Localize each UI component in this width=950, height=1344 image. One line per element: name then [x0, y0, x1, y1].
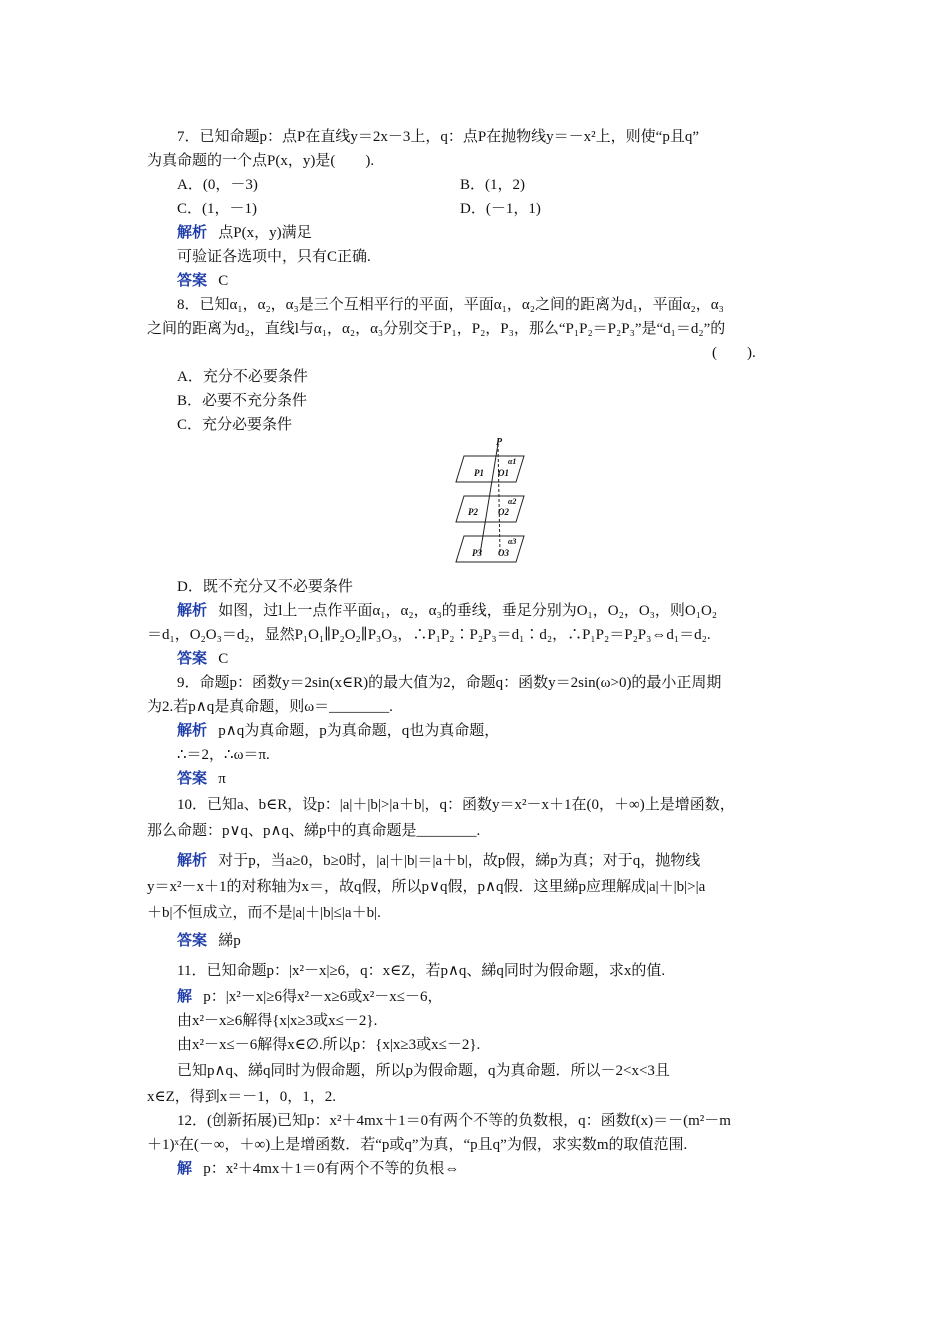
- q8-option-b: B．必要不充分条件: [177, 393, 308, 409]
- q9-answer-value: π: [218, 771, 226, 787]
- q9-analysis-line-2: ∴＝2，∴ω＝π.: [177, 747, 270, 763]
- q11-solution-text: p：|x²－x|≥6得x²－x≥6或x²－x≤－6，: [203, 989, 443, 1005]
- q8-line-2: 之间的距离为d₂，直线l与α₁，α₂，α₃分别交于P₁，P₂，P₃，那么“P₁P₂＝P₂P₃”是“d₁＝d₂”的: [147, 321, 726, 337]
- fig-label-p3: P3: [472, 548, 482, 558]
- analysis-label: 解析: [177, 853, 208, 869]
- analysis-label: 解析: [177, 603, 208, 619]
- q10-analysis-line-3: ＋b|不恒成立，而不是|a|＋|b|≤|a＋b|.: [147, 905, 381, 921]
- q11-solution-line-5: x∈Z，得到x＝－1，0，1，2.: [147, 1089, 337, 1105]
- q11-solution-line-2: 由x²－x≥6解得{x|x≥3或x≤－2}.: [177, 1013, 378, 1029]
- q7-analysis-text: 点P(x，y)满足: [218, 225, 312, 241]
- q7-analysis: [177, 223, 312, 243]
- q7-option-c: C．(1，－1): [177, 201, 257, 217]
- answer-label: 答案: [177, 771, 208, 787]
- fig-label-alpha3: α3: [508, 537, 517, 546]
- parallel-planes-figure: [452, 436, 532, 566]
- q8-option-c: C．充分必要条件: [177, 417, 293, 433]
- q7-verify: 可验证各选项中，只有C正确.: [177, 249, 371, 265]
- q8-line-1: 8．已知α₁，α₂，α₃是三个互相平行的平面，平面α₁，α₂之间的距离为d₁，平面α₂，α₃: [177, 297, 724, 313]
- q10-line-1: 10．已知a、b∈R，设p：|a|＋|b|>|a＋b|，q：函数y＝x²－x＋1在(0，＋∞)上是增函数，: [177, 797, 735, 813]
- fig-label-o3: O3: [498, 548, 509, 558]
- q9-line-2: 为2.若p∧q是真命题，则ω＝________.: [147, 699, 393, 715]
- q7-line-2: 为真命题的一个点P(x，y)是( ).: [147, 153, 375, 169]
- q8-bracket: ( ).: [712, 345, 756, 361]
- q12-solution-text: p：x²＋4mx＋1＝0有两个不等的负根⇔: [203, 1161, 460, 1177]
- q10-answer-value: 綈p: [218, 933, 241, 949]
- q8-option-a: A．充分不必要条件: [177, 369, 308, 385]
- q11-solution-line-4: 已知p∧q、綈q同时为假命题，所以p为假命题，q为真命题．所以－2<x<3且: [177, 1063, 670, 1079]
- q11-line-1: 11．已知命题p：|x²－x|≥6，q：x∈Z，若p∧q、綈q同时为假命题，求x的值.: [177, 963, 666, 979]
- q8-analysis-text: 如图，过l上一点作平面α₁，α₂，α₃的垂线，垂足分别为O₁，O₂，O₃，则O₁O₂: [218, 603, 718, 619]
- q8-answer: [177, 649, 228, 669]
- q12-solution: [177, 1159, 459, 1179]
- q11-solution: [177, 987, 442, 1007]
- q8-analysis: [177, 601, 717, 621]
- q9-analysis-text: p∧q为真命题，p为真命题，q也为真命题，: [218, 723, 500, 739]
- fig-label-p1: P1: [474, 468, 484, 478]
- answer-label: 答案: [177, 651, 208, 667]
- q8-option-d: D．既不充分又不必要条件: [177, 579, 353, 595]
- q12-line-2: ＋1)ˣ在(－∞，＋∞)上是增函数．若“p或q”为真，“p且q”为假，求实数m的取值范围.: [147, 1137, 688, 1153]
- analysis-label: 解析: [177, 225, 208, 241]
- q7-option-b: B．(1，2): [460, 177, 525, 193]
- q9-answer: [177, 769, 226, 789]
- q11-solution-line-3: 由x²－x≤－6解得x∈∅.所以p：{x|x≥3或x≤－2}.: [177, 1037, 481, 1053]
- analysis-label: 解析: [177, 723, 208, 739]
- q7-option-a: A．(0，－3): [177, 177, 258, 193]
- q10-line-2: 那么命题：p∨q、p∧q、綈p中的真命题是________.: [147, 823, 481, 839]
- fig-label-p2: P2: [468, 507, 478, 517]
- fig-label-alpha2: α2: [508, 497, 517, 506]
- q10-analysis-text: 对于p，当a≥0，b≥0时，|a|＋|b|＝|a＋b|，故p假，綈p为真；对于q，抛物线: [218, 853, 701, 869]
- fig-label-p: P: [496, 437, 503, 448]
- q7-answer: [177, 271, 228, 291]
- q10-analysis: [177, 851, 700, 871]
- q8-answer-value: C: [218, 651, 229, 667]
- fig-label-o2: O2: [498, 507, 509, 517]
- q7-option-d: D．(－1，1): [460, 201, 541, 217]
- q7-answer-value: C: [218, 273, 229, 289]
- q10-analysis-line-2: y＝x²－x＋1的对称轴为x＝，故q假，所以p∨q假，p∧q假．这里綈p应理解成|a|＋|b|>|a: [147, 879, 706, 895]
- q8-analysis-line-2: ＝d₁，O₂O₃＝d₂，显然P₁O₁∥P₂O₂∥P₃O₃，∴P₁P₂∶P₂P₃＝d₁∶d₂，∴P₁P₂＝P₂P₃⇔d₁＝d₂.: [147, 627, 711, 643]
- answer-label: 答案: [177, 273, 208, 289]
- q12-line-1: 12．(创新拓展)已知p：x²＋4mx＋1＝0有两个不等的负数根，q：函数f(x)＝－(m²－m: [177, 1113, 731, 1129]
- q10-answer: [177, 931, 241, 951]
- fig-label-alpha1: α1: [508, 457, 517, 466]
- q9-analysis: [177, 721, 499, 741]
- q9-line-1: 9．命题p：函数y＝2sin(x∈R)的最大值为2，命题q：函数y＝2sin(ω>0)的最小正周期: [177, 675, 722, 691]
- solution-label: 解: [177, 1161, 193, 1177]
- fig-label-o1: O1: [498, 468, 509, 478]
- q7-line-1: 7．已知命题p：点P在直线y＝2x－3上，q：点P在抛物线y＝－x²上，则使“p且q”: [177, 129, 699, 145]
- solution-label: 解: [177, 989, 193, 1005]
- answer-label: 答案: [177, 933, 208, 949]
